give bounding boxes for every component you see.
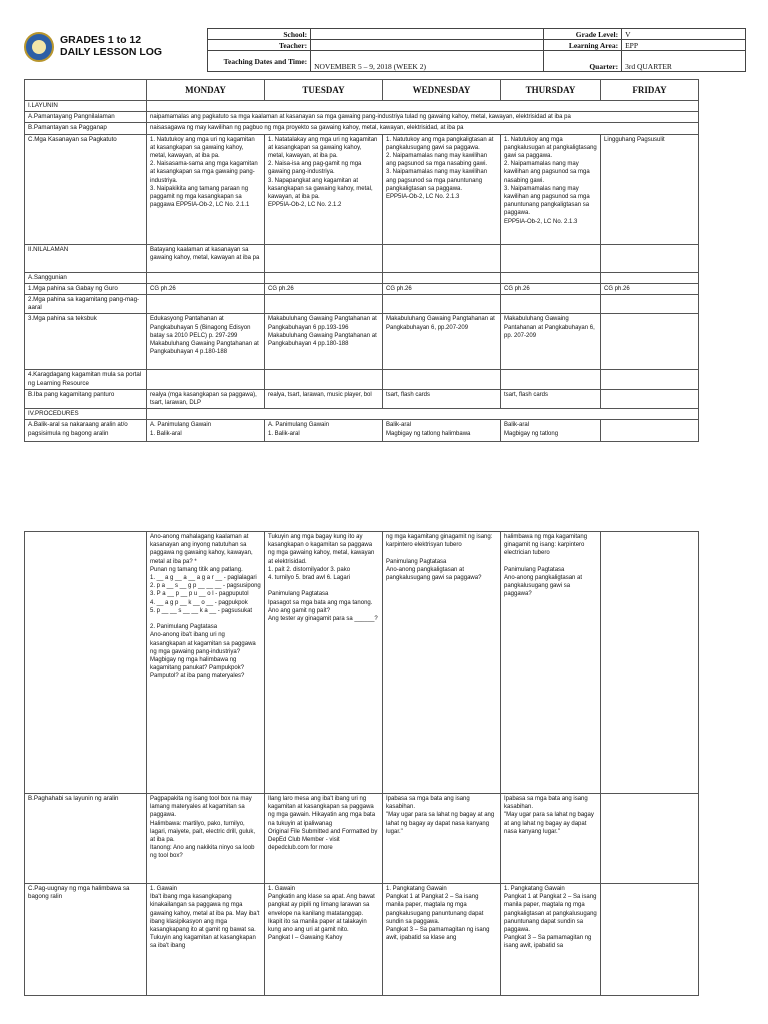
teaching-dates-value: NOVEMBER 5 – 9, 2018 (WEEK 2) bbox=[311, 51, 544, 72]
table-row bbox=[25, 884, 699, 996]
cell-tuesday: 1. Gawain Pangkatin ang klase sa apat. Ang bawat pangkat ay pipili ng limang larawan sa envelope na kanilang matatanggap. Ikapit ito sa manila paper at talakayin kung ano ang uri at gamit nito. Pangkat I – Gawaing Kahoy bbox=[265, 884, 383, 996]
table-row bbox=[25, 314, 699, 370]
cell-monday: Edukasyong Pantahanan at Pangkabuhayan 5 (Binagong Edisyon batay sa 2010 PELC) p. 297-299 Makabuluhang Gawaing Pangtahanan at Pangkabuhayan 4 p.180-188 bbox=[147, 314, 265, 370]
cell-tuesday bbox=[265, 370, 383, 389]
cell-friday bbox=[601, 295, 699, 314]
table-row bbox=[25, 101, 699, 112]
table-row bbox=[25, 134, 699, 244]
table-row bbox=[25, 272, 699, 283]
cell-thursday: 1. Pangkatang Gawain Pangkat 1 at Pangkat 2 – Sa isang manila paper, magtala ng mga pangkaligtasan at pangkalusugang panuntunang dapat sundin sa paggawa. Pangkat 3 – Sa pamamagitan ng isang awit, ipabatid sa bbox=[501, 884, 601, 996]
row-label: IV.PROCEDURES bbox=[25, 409, 147, 420]
table-row bbox=[25, 794, 699, 884]
cell-monday bbox=[147, 370, 265, 389]
cell-monday: Batayang kaalaman at kasanayan sa gawaing kahoy, metal, kawayan at iba pa bbox=[147, 244, 265, 272]
cell-tuesday bbox=[265, 272, 383, 283]
row-label: A.Pamantayang Pangnilalaman bbox=[25, 112, 147, 123]
cell-thursday bbox=[501, 244, 601, 272]
cell-wednesday: 1. Pangkatang Gawain Pangkat 1 at Pangkat 2 – Sa isang manila paper, magtala ng mga pangkalusugang panuntunang dapat sundin sa paggawa. Pangkat 3 – Sa pamamagitan ng isang awit, ipabatid sa klase ang bbox=[383, 884, 501, 996]
cell-monday bbox=[147, 272, 265, 283]
cell-friday bbox=[601, 272, 699, 283]
lesson-log-table-page-one bbox=[24, 79, 699, 442]
quarter-label: Quarter: bbox=[543, 51, 621, 72]
cell-wednesday bbox=[383, 295, 501, 314]
page-gap bbox=[0, 474, 768, 513]
cell-wednesday: Balik-aral Magbigay ng tatlong halimbawa bbox=[383, 420, 501, 442]
table-row bbox=[25, 420, 699, 442]
cell-thursday: Ipabasa sa mga bata ang isang kasabihan. "May ugar para sa lahat ng bagay at ang lahat ng bagay ay dapat nasa kanyang lugar." bbox=[501, 794, 601, 884]
spanning-cell bbox=[147, 409, 699, 420]
row-label: A.Sanggunian bbox=[25, 272, 147, 283]
cell-monday: realya (mga kasangkapan sa paggawa), tsart, larawan, DLP bbox=[147, 389, 265, 408]
table-row bbox=[25, 389, 699, 408]
cell-wednesday bbox=[383, 244, 501, 272]
cell-friday bbox=[601, 884, 699, 996]
spanning-cell: naipamamalas ang pagkatuto sa mga kaalaman at kasanayan sa mga gawaing pang-industriya tulad ng gawaing kahoy, metal, kawayan, elektrisidad at iba pa bbox=[147, 112, 699, 123]
cell-monday: Ano-anong mahalagang kaalaman at kasanayan ang inyong natutuhan sa paggawa ng gawaing kahoy, kawayan, metal at iba pa? * Punan ng tamang titik ang patlang. 1. __ a g __ a __ a g a r __ - paglalagari 2. p a __ s __ g p __ __ __ - pagsusipong 3. P a __ p __ p u __ o l - pagpuputol 4. __ a g p __ k __ o __ - pagpukpok 5. p __ __ s __ __ k a __ - pagsusukat 2. Panimulang Pagtatasa Ano-anong iba't ibang uri ng kasangkapan at kagamitan sa paggawa ng mga gawaing pang-industriya? Magbigay ng mga halimbawa ng kagamitang panukat? Pampukpok? Pamputol? at iba pang materyales? bbox=[147, 532, 265, 794]
quarter-value: 3rd QUARTER bbox=[622, 51, 746, 72]
document-title: GRADES 1 to 12 DAILY LESSON LOG bbox=[60, 34, 163, 58]
day-header: FRIDAY bbox=[601, 80, 699, 101]
cell-thursday: Balik-aral Magbigay ng tatlong bbox=[501, 420, 601, 442]
cell-tuesday bbox=[265, 244, 383, 272]
page-two bbox=[0, 513, 768, 1024]
school-label: School: bbox=[208, 29, 311, 40]
table-row bbox=[25, 532, 699, 794]
teacher-value bbox=[311, 40, 544, 51]
deped-seal-icon bbox=[24, 32, 54, 62]
cell-wednesday: CG ph.26 bbox=[383, 283, 501, 294]
cell-tuesday bbox=[265, 295, 383, 314]
cell-thursday bbox=[501, 295, 601, 314]
cell-wednesday: ng mga kagamitang ginagamit ng isang: karpintero elektrisyan tubero Panimulang Pagtatasa Ano-anong pangkaligtasan at pangkalusugang gawi sa paggawa? bbox=[383, 532, 501, 794]
grade-level-label: Grade Level: bbox=[543, 29, 621, 40]
row-label: C.Pag-uugnay ng mga halimbawa sa bagong ralin bbox=[25, 884, 147, 996]
cell-thursday: 1. Natutukoy ang mga pangkalusugan at pangkaligtasang gawi sa paggawa. 2. Naipamamalas nang may kawilihan ang pagsunod sa mga nasabing gawi. 3. Naipamamalas nang may kawilihan ang pagsunod sa mga panuntunang pangkaligtasan sa paggawa. EPP5IA-Ob-2, LC No. 2.1.3 bbox=[501, 134, 601, 244]
page-one bbox=[0, 0, 768, 474]
row-label: C.Mga Kasanayan sa Pagkatuto bbox=[25, 134, 147, 244]
row-label: A.Balik-aral sa nakaraang aralin at/o pagsisimula ng bagong aralin bbox=[25, 420, 147, 442]
header-info-table bbox=[207, 28, 746, 72]
header bbox=[24, 28, 746, 75]
cell-tuesday: Makabuluhang Gawaing Pangtahanan at Pangkabuhayan 6 pp.193-196 Makabuluhang Gawaing Pangtahanan at Pangkabuhayan 4 pp.180-188 bbox=[265, 314, 383, 370]
cell-tuesday: Ilang laro mesa ang iba't ibang uri ng kagamitan at kasangkapan sa paggawa ng mga gawain. Hikayatin ang mga bata na tukuyin at ipaliwanag Original File Submitted and Formatted by DepEd Club Member - visit depedclub.com for more bbox=[265, 794, 383, 884]
cell-thursday: CG ph.26 bbox=[501, 283, 601, 294]
cell-thursday: Makabuluhang Gawaing Pantahanan at Pangkabuhayan 6, pp. 207-209 bbox=[501, 314, 601, 370]
row-label bbox=[25, 532, 147, 794]
cell-wednesday: tsart, flash cards bbox=[383, 389, 501, 408]
row-label: B.Iba pang kagamitang panturo bbox=[25, 389, 147, 408]
cell-monday bbox=[147, 295, 265, 314]
day-header: WEDNESDAY bbox=[383, 80, 501, 101]
school-value bbox=[311, 29, 544, 40]
table-row bbox=[25, 283, 699, 294]
spanning-cell: naisasagawa ng may kawilihan ng pagbuo ng mga proyekto sa gawaing kahoy, metal, kawayan, elektrisidad, at iba pa bbox=[147, 123, 699, 134]
table-row bbox=[25, 244, 699, 272]
cell-monday: 1. Natutukoy ang mga uri ng kagamitan at kasangkapan sa gawaing kahoy, metal, kawayan, at iba pa. 2. Naisasama-sama ang mga kagamitan at kasangkapan sa mga gawaing pang-industriya. 3. Naipakikita ang tamang paraan ng paggamit ng mga kasangkapan sa paggawa EPP5IA-Ob-2, LC No. 2.1.1 bbox=[147, 134, 265, 244]
cell-friday bbox=[601, 420, 699, 442]
cell-friday bbox=[601, 370, 699, 389]
row-label: II.NILALAMAN bbox=[25, 244, 147, 272]
row-label: 4.Karagdagang kagamitan mula sa portal ng Learning Resource bbox=[25, 370, 147, 389]
cell-friday bbox=[601, 532, 699, 794]
teaching-dates-label: Teaching Dates and Time: bbox=[208, 51, 311, 72]
cell-friday bbox=[601, 794, 699, 884]
day-header: TUESDAY bbox=[265, 80, 383, 101]
cell-tuesday: 1. Natatalakay ang mga uri ng kagamitan at kasangkapan sa gawaing kahoy, metal, kawayan, at iba pa. 2. Naisa-isa ang pag-gamit ng mga gawaing pang-industriya. 3. Napapangkat ang kagamitan at kasangkapan sa gawaing kahoy, metal, kawayan, at iba pa. EPP5IA-Ob-2, LC No. 2.1.2 bbox=[265, 134, 383, 244]
cell-friday: CG ph.26 bbox=[601, 283, 699, 294]
cell-friday bbox=[601, 389, 699, 408]
spanning-cell bbox=[147, 101, 699, 112]
teacher-label: Teacher: bbox=[208, 40, 311, 51]
cell-monday: CG ph.26 bbox=[147, 283, 265, 294]
cell-wednesday: 1. Natutukoy ang mga pangkaligtasan at pangkalusugang gawi sa paggawa. 2. Naipamamalas nang may kawilihan ang pagsunod sa mga nasabing gawi. 3. Naipamamalas nang may kawilihan ang pagsunod sa mga panuntunang pangkaligtasan sa paggawa. EPP5IA-Ob-2, LC No. 2.1.3 bbox=[383, 134, 501, 244]
table-row bbox=[25, 123, 699, 134]
lesson-log-table-page-two bbox=[24, 531, 699, 996]
cell-thursday bbox=[501, 370, 601, 389]
cell-tuesday: A. Panimulang Gawain 1. Balik-aral bbox=[265, 420, 383, 442]
cell-wednesday: Ipabasa sa mga bata ang isang kasabihan. "May ugar para sa lahat ng bagay at ang lahat ng bagay ay dapat nasa kanyang lugar." bbox=[383, 794, 501, 884]
cell-monday: A. Panimulang Gawain 1. Balik-aral bbox=[147, 420, 265, 442]
day-header: MONDAY bbox=[147, 80, 265, 101]
learning-area-label: Learning Area: bbox=[543, 40, 621, 51]
cell-wednesday bbox=[383, 272, 501, 283]
cell-thursday: tsart, flash cards bbox=[501, 389, 601, 408]
cell-friday bbox=[601, 314, 699, 370]
grade-level-value: V bbox=[622, 29, 746, 40]
table-row bbox=[25, 409, 699, 420]
cell-monday: 1. Gawain Iba't ibang mga kasangkapang kinakailangan sa paggawa ng mga gawaing kahoy, metal at iba pa. May iba't ibang klasipikasyon ang mga kasangkapang ito at gamit ng bawat sa. Tukuyin ang kagamitan at kasangkapan sa iba't ibang bbox=[147, 884, 265, 996]
table-row bbox=[25, 295, 699, 314]
cell-tuesday: realya, tsart, larawan, music player, bol bbox=[265, 389, 383, 408]
day-header: THURSDAY bbox=[501, 80, 601, 101]
row-label: I.LAYUNIN bbox=[25, 101, 147, 112]
row-label: 3.Mga pahina sa teksbuk bbox=[25, 314, 147, 370]
cell-tuesday: Tukuyin ang mga bagay kung ito ay kasangkapan o kagamitan sa paggawa ng mga gawaing kahoy, metal, kawayan at elektrisidad. 1. paít 2. distornilyador 3. pako 4. turnilyo 5. brad awl 6. Lagari Panimulang Pagtatasa Ipasagot sa mga bata ang mga tanong. Ano ang gamit ng paít? Ang tester ay ginagamit para sa ______? bbox=[265, 532, 383, 794]
table-row bbox=[25, 370, 699, 389]
learning-area-value: EPP bbox=[622, 40, 746, 51]
cell-friday bbox=[601, 244, 699, 272]
cell-wednesday: Makabuluhang Gawaing Pangtahanan at Pangkabuhayan 6, pp.207-209 bbox=[383, 314, 501, 370]
table-row bbox=[25, 112, 699, 123]
cell-monday: Pagpapakita ng isang tool box na may lamang materyales at kagamitan sa paggawa. Halimbawa: martilyo, pako, turnilyo, lagari, maiyete, paít, electric drill, guluk, at iba pa. Itanong: Ano ang nakikita ninyo sa loob ng tool box? bbox=[147, 794, 265, 884]
cell-thursday: halimbawa ng mga kagamitang ginagamit ng isang: karpintero electrician tubero Panimulang Pagtatasa Ano-anong pangkaligtasan at pangkalusugang gawi sa paggawa? bbox=[501, 532, 601, 794]
row-label: B.Pamantayan sa Pagganap bbox=[25, 123, 147, 134]
row-label: B.Paghahabi sa layunin ng aralin bbox=[25, 794, 147, 884]
cell-thursday bbox=[501, 272, 601, 283]
row-label: 1.Mga pahina sa Gabay ng Guro bbox=[25, 283, 147, 294]
cell-tuesday: CG ph.26 bbox=[265, 283, 383, 294]
cell-wednesday bbox=[383, 370, 501, 389]
row-label: 2.Mga pahina sa kagamitang pang-mag-aaral bbox=[25, 295, 147, 314]
day-header-row bbox=[25, 80, 699, 101]
cell-friday: Lingguhang Pagsusulit bbox=[601, 134, 699, 244]
